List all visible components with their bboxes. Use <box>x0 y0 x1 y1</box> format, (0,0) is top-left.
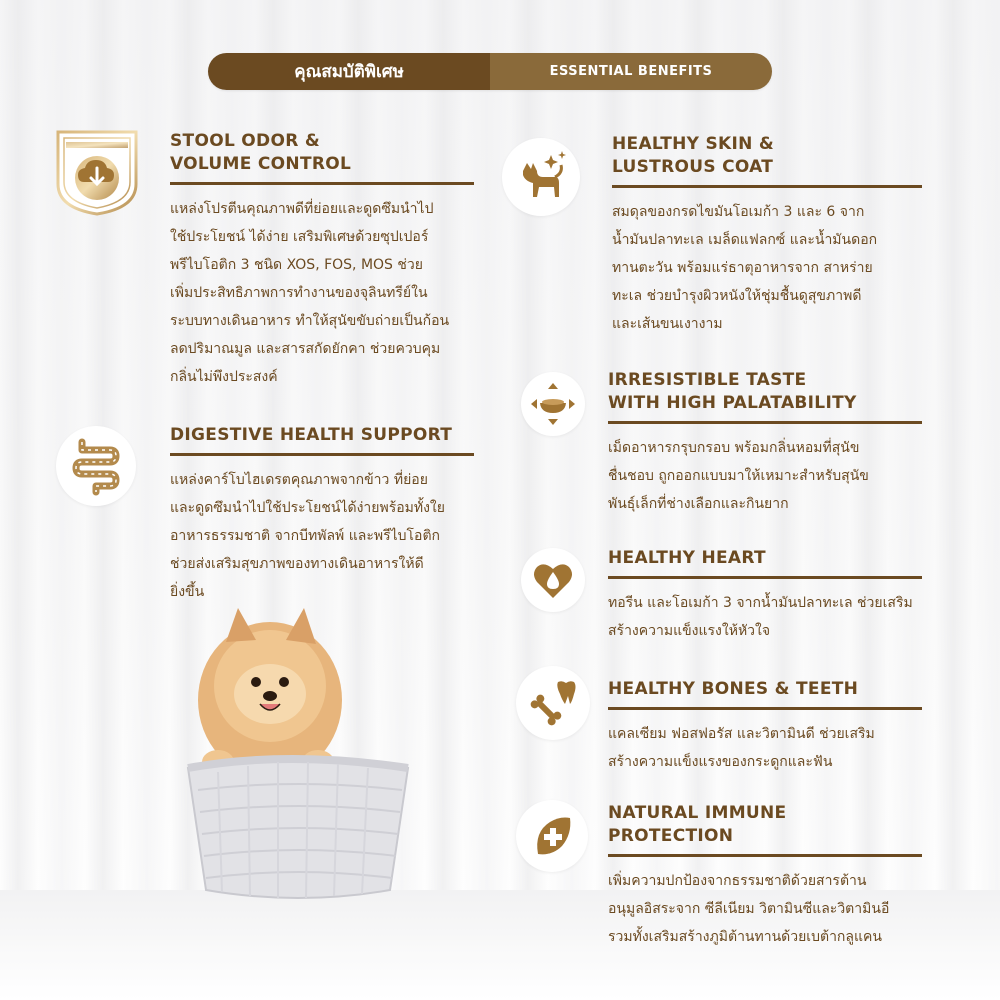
digestive-line: ช่วยส่งเสริมสุขภาพของทางเดินอาหารให้ดี <box>170 556 424 572</box>
skin-title-line1: HEALTHY SKIN & <box>612 134 774 154</box>
bone-tooth-icon <box>516 666 590 740</box>
stool-line: แหล่งโปรตีนคุณภาพดีที่ย่อยและดูดซึมนำไป <box>170 201 434 217</box>
stool-line: พรีไบโอติก 3 ชนิด XOS, FOS, MOS ช่วย <box>170 257 423 273</box>
immune-line: รวมทั้งเสริมสร้างภูมิต้านทานด้วยเบต้ากลูแคน <box>608 929 882 945</box>
heart-drop-icon <box>521 548 585 612</box>
taste-line: เม็ดอาหารกรุบกรอบ พร้อมกลิ่นหอมที่สุนัข <box>608 440 860 456</box>
heart-description <box>608 589 922 645</box>
pomeranian-in-basket-image <box>178 590 418 910</box>
stool-divider <box>170 182 474 185</box>
stool-line: ลดปริมาณมูล และสารสกัดยักคา ช่วยควบคุม <box>170 341 441 357</box>
taste-line: ชื่นชอบ ถูกออกแบบมาให้เหมาะสำหรับสุนัข <box>608 468 869 484</box>
taste-title-line2: WITH HIGH PALATABILITY <box>608 393 857 413</box>
immune-divider <box>608 854 922 857</box>
bones-line: สร้างความแข็งแรงของกระดูกและฟัน <box>608 754 833 770</box>
digestive-description <box>170 466 474 606</box>
skin-divider <box>612 185 922 188</box>
header-thai-label: คุณสมบัติพิเศษ <box>208 53 490 90</box>
digestive-line: และดูดซึมนำไปใช้ประโยชน์ได้ง่ายพร้อมทั้งใย <box>170 500 445 516</box>
immune-line: เพิ่มความปกป้องจากธรรมชาติด้วยสารต้าน <box>608 873 867 889</box>
bones-description <box>608 720 922 776</box>
taste-title-line1: IRRESISTIBLE TASTE <box>608 370 807 390</box>
heart-title: HEALTHY HEART <box>608 548 766 568</box>
stool-line: ใช้ประโยชน์ ได้ง่าย เสริมพิเศษด้วยซุปเปอร์ <box>170 229 429 245</box>
skin-description <box>612 198 922 338</box>
taste-line: พันธุ์เล็กที่ช่างเลือกและกินยาก <box>608 496 789 512</box>
stool-line: กลิ่นไม่พึงประสงค์ <box>170 369 278 385</box>
immune-title-line2: PROTECTION <box>608 826 734 846</box>
heart-divider <box>608 576 922 579</box>
stool-description <box>170 195 474 391</box>
digestive-title: DIGESTIVE HEALTH SUPPORT <box>170 425 453 445</box>
digestive-line: ยิ่งขึ้น <box>170 584 205 600</box>
stool-title-line2: VOLUME CONTROL <box>170 154 352 174</box>
stool-title-line1: STOOL ODOR & <box>170 131 320 151</box>
skin-line: และเส้นขนเงางาม <box>612 316 723 332</box>
skin-line: สมดุลของกรดไขมันโอเมก้า 3 และ 6 จาก <box>612 204 865 220</box>
healthy-heart-section <box>608 547 922 645</box>
bones-line: แคลเซียม ฟอสฟอรัส และวิตามินดี ช่วยเสริม <box>608 726 875 742</box>
bones-title: HEALTHY BONES & TEETH <box>608 679 859 699</box>
leaf-cross-icon <box>516 800 588 872</box>
stool-line: เพิ่มประสิทธิภาพการทำงานของจุลินทรีย์ใน <box>170 285 428 301</box>
intestine-icon <box>56 426 136 506</box>
taste-divider <box>608 421 922 424</box>
header-english-label: ESSENTIAL BENEFITS <box>490 53 772 90</box>
skin-line: ทานตะวัน พร้อมแร่ธาตุอาหารจาก สาหร่าย <box>612 260 873 276</box>
digestive-line: อาหารธรรมชาติ จากบีทพัลพ์ และพรีไบโอติก <box>170 528 441 544</box>
benefits-header <box>208 53 772 90</box>
immune-description <box>608 867 922 951</box>
heart-line: สร้างความแข็งแรงให้หัวใจ <box>608 623 771 639</box>
stool-line: ระบบทางเดินอาหาร ทำให้สุนัขขับถ่ายเป็นก้อน <box>170 313 450 329</box>
taste-description <box>608 434 922 518</box>
bones-divider <box>608 707 922 710</box>
skin-line: น้ำมันปลาทะเล เมล็ดแฟลกซ์ และน้ำมันดอก <box>612 232 878 248</box>
immune-title-line1: NATURAL IMMUNE <box>608 803 787 823</box>
dog-sparkle-icon <box>502 138 580 216</box>
skin-title-line2: LUSTROUS COAT <box>612 157 774 177</box>
taste-section <box>608 369 922 518</box>
digestive-section <box>170 424 474 606</box>
heart-line: ทอรีน และโอเมก้า 3 จากน้ำมันปลาทะเล ช่วยเสริม <box>608 595 913 611</box>
food-bowl-icon <box>521 372 585 436</box>
digestive-divider <box>170 453 474 456</box>
stool-odor-section <box>170 130 474 391</box>
skin-line: ทะเล ช่วยบำรุงผิวหนังให้ชุ่มชื้นดูสุขภาพดี <box>612 288 862 304</box>
immune-line: อนุมูลอิสระจาก ซีลีเนียม วิตามินซีและวิตามินอี <box>608 901 890 917</box>
digestive-line: แหล่งคาร์โบไฮเดรตคุณภาพจากข้าว ที่ย่อย <box>170 472 428 488</box>
healthy-bones-section <box>608 678 922 776</box>
immune-section <box>608 802 922 951</box>
healthy-skin-section <box>612 133 922 338</box>
stool-control-icon <box>54 128 140 216</box>
